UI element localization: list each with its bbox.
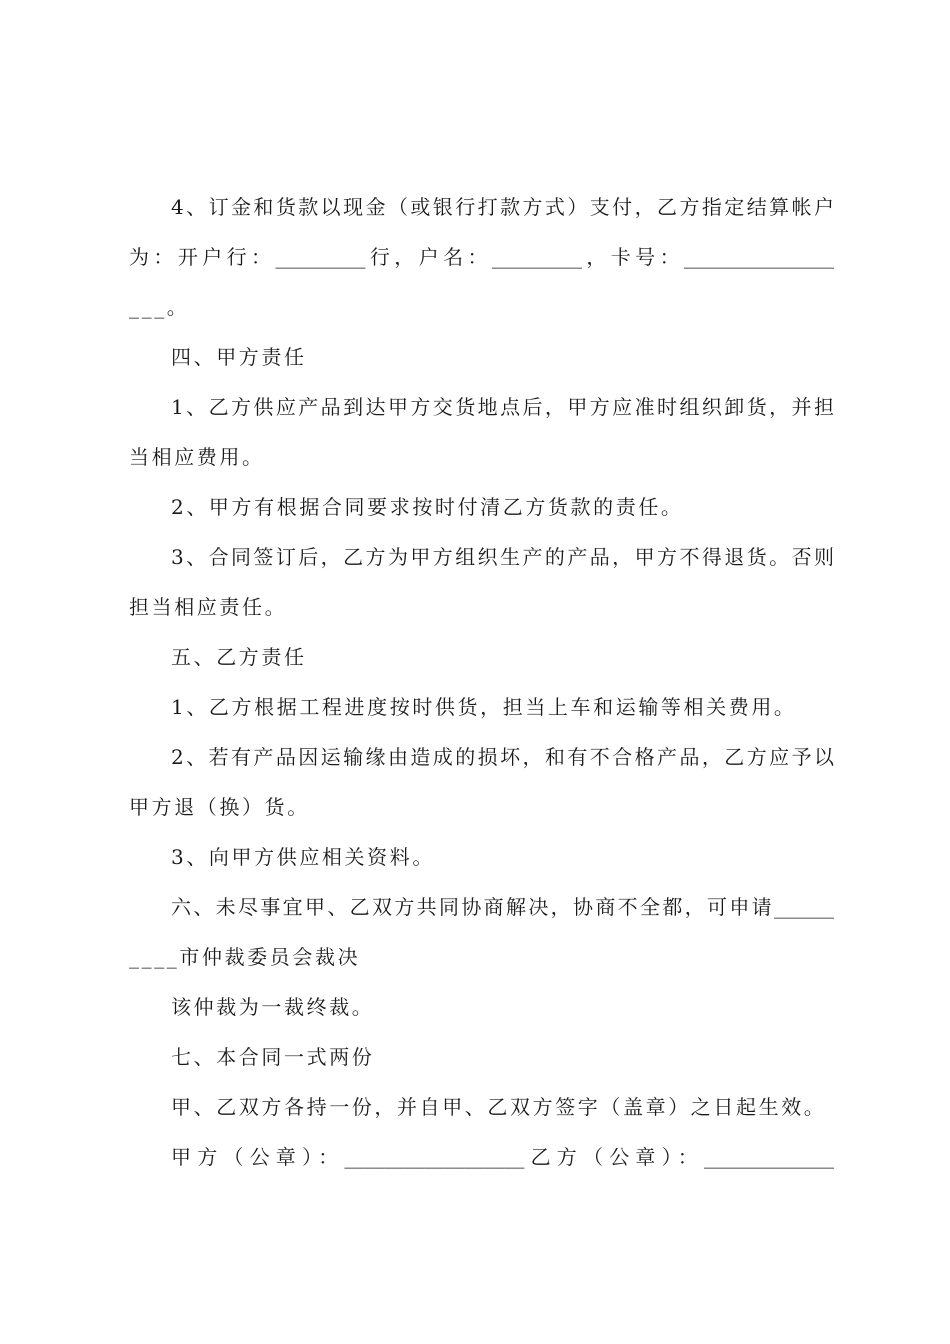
section-heading-party-a: 四、甲方责任: [171, 345, 307, 369]
party-b-clause-1: 1、乙方根据工程进度按时供货，担当上车和运输等相关费用。: [171, 695, 797, 719]
arbitration-final: 该仲裁为一裁终裁。: [171, 995, 375, 1019]
section-seven-heading: 七、本合同一式两份: [171, 1045, 375, 1069]
section-heading-party-b: 五、乙方责任: [171, 645, 307, 669]
signature-line: 甲方（公章）：__________________乙方（公章）：_____________: [171, 1145, 834, 1169]
clause-4-payment-line-2: 为：开户行：_________行，户名：_________，卡号：_______________: [129, 245, 834, 269]
party-a-clause-2: 2、甲方有根据合同要求按时付清乙方货款的责任。: [171, 495, 684, 519]
section-six-line-2: ____市仲裁委员会裁决: [129, 945, 361, 969]
party-a-clause-1-line-2: 当相应费用。: [129, 445, 265, 469]
party-a-clause-3-line-1: 3、合同签订后，乙方为甲方组织生产的产品，甲方不得退货。否则: [171, 545, 834, 569]
section-six-line-1: 六、未尽事宜甲、乙双方共同协商解决，协商不全都，可申请______: [171, 895, 834, 919]
clause-4-payment-line-3: ___。: [129, 295, 190, 319]
party-b-clause-2-line-2: 甲方退（换）货。: [129, 795, 310, 819]
party-b-clause-2-line-1: 2、若有产品因运输缘由造成的损坏，和有不合格产品，乙方应予以: [171, 745, 834, 769]
party-a-clause-1-line-1: 1、乙方供应产品到达甲方交货地点后，甲方应准时组织卸货，并担: [171, 395, 834, 419]
clause-4-payment-line-1: 4、订金和货款以现金（或银行打款方式）支付，乙方指定结算帐户: [171, 195, 834, 219]
party-a-clause-3-line-2: 担当相应责任。: [129, 595, 288, 619]
party-b-clause-3: 3、向甲方供应相关资料。: [171, 845, 435, 869]
effective-clause: 甲、乙双方各持一份，并自甲、乙双方签字（盖章）之日起生效。: [171, 1095, 827, 1119]
